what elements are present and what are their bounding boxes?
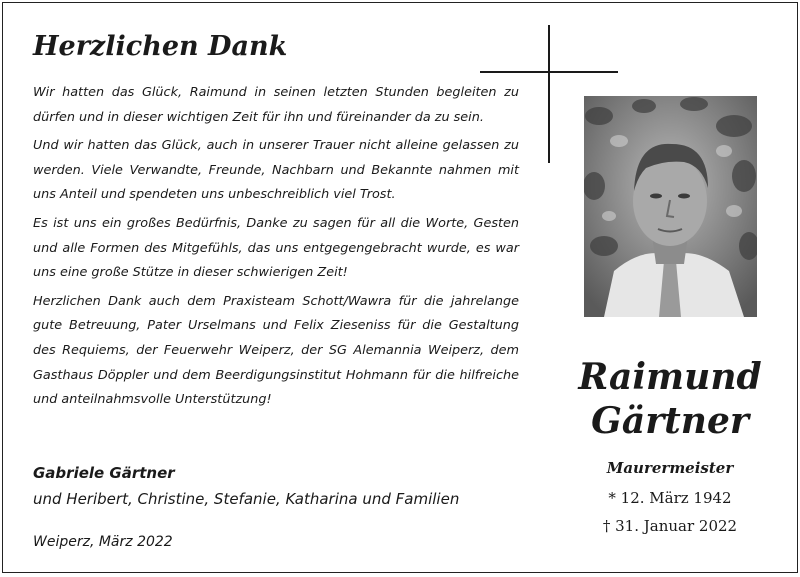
paragraph: Und wir hatten das Glück, auch in unserer Trauer nicht alleine gelassen zu werden. Viele Verwandte, Freunde, Nachbarn und Bekannte nahmen mit uns Anteil und spendeten uns unbeschreiblich viel Trost. [33,138,519,203]
signature-name: Gabriele Gärtner [33,464,175,482]
first-name: Raimund [578,356,762,398]
deceased-name [563,355,777,443]
cross-icon [548,25,550,163]
birth-date: * 12. März 1942 [608,489,732,507]
profession: Maurermeister [606,459,734,477]
last-name: Gärtner [591,400,749,442]
paragraph: Wir hatten das Glück, Raimund in seinen letzten Stunden begleiten zu dürfen und in dieser wichtigen Zeit für ihn und füreinander da zu sein. [33,85,519,125]
signature [33,460,519,512]
paragraph: Herzlichen Dank auch dem Praxisteam Schott/Wawra für die jahrelange gute Betreuung, Pater Urselmans und Felix Zieseniss für die Gestaltung des Requiems, der Feuerwehr Weiperz, der SG Alemannia Weiperz, dem Gasthaus Döppler und dem Beerdigungsinstitut Hohmann für die hilfreiche und anteilnahmsvolle Unterstützung! [33,293,519,408]
signature-family: und Heribert, Christine, Stefanie, Katharina und Familien [33,490,460,508]
heading: Herzlichen Dank [33,31,288,62]
paragraph: Es ist uns ein großes Bedürfnis, Danke zu sagen für all die Worte, Gesten und alle Formen des Mitgefühls, das uns entgegengebracht wurde, es war uns eine große Stütze in dieser schwierigen Zeit! [33,215,519,281]
death-date: † 31. Januar 2022 [602,517,738,535]
portrait-image [584,96,757,317]
place-date: Weiperz, März 2022 [33,534,173,550]
cross-icon-bar [480,71,618,73]
obituary-card [2,2,798,573]
thank-you-text [33,81,519,417]
portrait-photo [584,96,757,317]
